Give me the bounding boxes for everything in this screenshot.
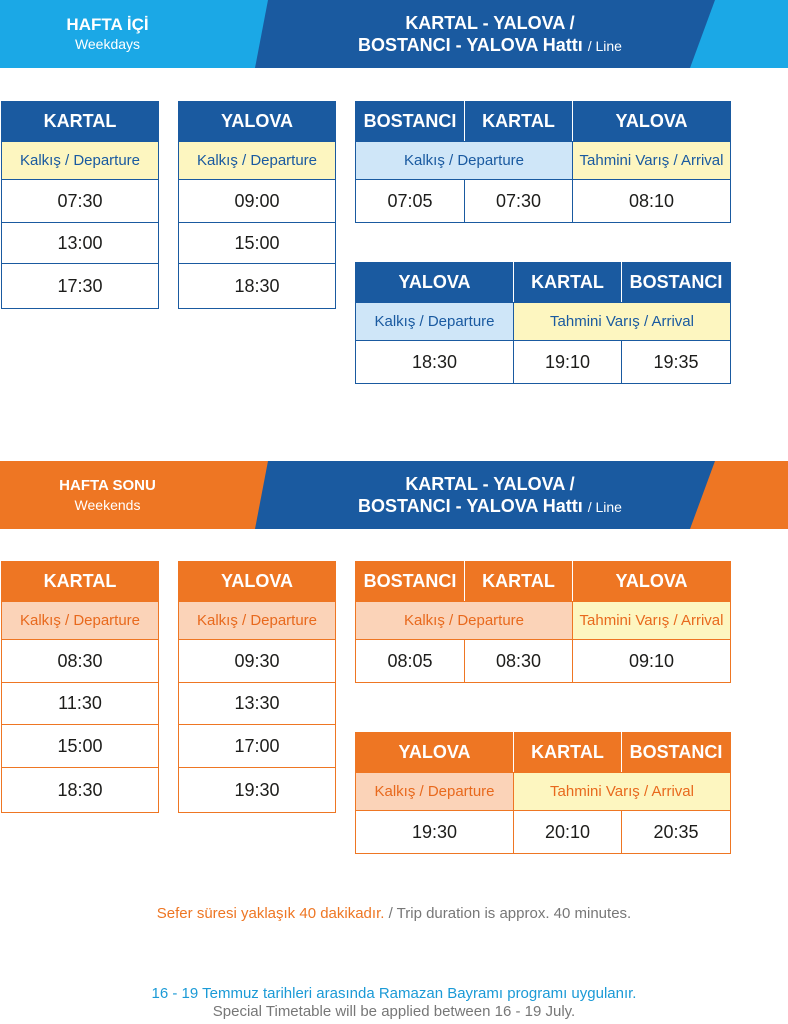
header-kartal: KARTAL <box>514 733 622 773</box>
header-bostanci: BOSTANCI <box>356 562 465 602</box>
time-cell: 09:00 <box>179 180 336 223</box>
route-line-2 <box>290 495 690 518</box>
time-cell: 19:10 <box>514 341 622 384</box>
header-bostanci: BOSTANCI <box>622 263 731 303</box>
weekend-banner <box>0 461 788 529</box>
departure-label: Kalkış / Departure <box>356 142 573 180</box>
weekday-banner <box>0 0 788 68</box>
header-yalova: YALOVA <box>573 562 731 602</box>
weekend-bostanci-kartal-yalova-table <box>355 561 731 683</box>
time-cell: 07:05 <box>356 180 465 223</box>
route-line-1: KARTAL - YALOVA / <box>405 12 575 33</box>
weekday-kartal-table <box>1 101 159 309</box>
weekend-subtitle: Weekends <box>74 497 141 513</box>
route-suffix: / Line <box>587 37 622 54</box>
table-header: KARTAL <box>2 562 159 602</box>
weekday-route-title <box>290 0 690 68</box>
route-line-1: KARTAL - YALOVA / <box>405 473 575 494</box>
time-cell: 18:30 <box>356 341 514 384</box>
route-line-2-text: BOSTANCI - YALOVA Hattı <box>358 34 583 55</box>
time-cell: 08:30 <box>2 640 159 683</box>
departure-label: Kalkış / Departure <box>356 303 514 341</box>
table-header: KARTAL <box>2 102 159 142</box>
time-cell: 08:30 <box>465 640 573 683</box>
time-cell: 09:10 <box>573 640 731 683</box>
route-line-2 <box>290 34 690 57</box>
time-cell: 20:10 <box>514 811 622 854</box>
route-suffix: / Line <box>587 498 622 515</box>
time-cell: 18:30 <box>179 264 336 309</box>
weekday-yalova-kartal-bostanci-table <box>355 262 731 384</box>
arrival-label: Tahmini Varış / Arrival <box>573 602 731 640</box>
departure-label: Kalkış / Departure <box>179 602 336 640</box>
holiday-note-en: Special Timetable will be applied between 16 - 19 July. <box>212 1003 576 1020</box>
header-bostanci: BOSTANCI <box>356 102 465 142</box>
time-cell: 09:30 <box>179 640 336 683</box>
time-cell: 17:00 <box>179 725 336 768</box>
time-cell: 08:10 <box>573 180 731 223</box>
departure-label: Kalkış / Departure <box>356 602 573 640</box>
header-kartal: KARTAL <box>514 263 622 303</box>
time-cell: 19:30 <box>179 768 336 813</box>
time-cell: 11:30 <box>2 683 159 725</box>
route-line-2-text: BOSTANCI - YALOVA Hattı <box>358 495 583 516</box>
time-cell: 13:30 <box>179 683 336 725</box>
duration-en: / Trip duration is approx. 40 minutes. <box>388 905 632 922</box>
header-bostanci: BOSTANCI <box>622 733 731 773</box>
departure-label: Kalkış / Departure <box>179 142 336 180</box>
departure-label: Kalkış / Departure <box>2 142 159 180</box>
time-cell: 15:00 <box>179 223 336 264</box>
time-cell: 13:00 <box>2 223 159 264</box>
arrival-label: Tahmini Varış / Arrival <box>514 773 731 811</box>
time-cell: 07:30 <box>2 180 159 223</box>
weekend-title: HAFTA SONU <box>59 477 156 494</box>
time-cell: 20:35 <box>622 811 731 854</box>
time-cell: 18:30 <box>2 768 159 813</box>
table-header: YALOVA <box>179 562 336 602</box>
header-yalova: YALOVA <box>356 733 514 773</box>
header-kartal: KARTAL <box>465 562 573 602</box>
weekend-kartal-table <box>1 561 159 813</box>
duration-tr: Sefer süresi yaklaşık 40 dakikadır. <box>156 905 385 922</box>
time-cell: 08:05 <box>356 640 465 683</box>
arrival-label: Tahmini Varış / Arrival <box>573 142 731 180</box>
weekday-label <box>0 0 215 68</box>
time-cell: 07:30 <box>465 180 573 223</box>
weekend-route-title <box>290 461 690 529</box>
weekend-yalova-kartal-bostanci-table <box>355 732 731 854</box>
weekend-label <box>0 461 215 529</box>
trip-duration-note <box>0 905 788 922</box>
weekday-subtitle: Weekdays <box>74 36 141 52</box>
weekend-yalova-table <box>178 561 336 813</box>
time-cell: 19:30 <box>356 811 514 854</box>
weekday-title: HAFTA İÇİ <box>66 15 149 34</box>
time-cell: 15:00 <box>2 725 159 768</box>
holiday-note-tr: 16 - 19 Temmuz tarihleri arasında Ramazan Bayramı programı uygulanır. <box>151 985 637 1002</box>
time-cell: 17:30 <box>2 264 159 309</box>
departure-label: Kalkış / Departure <box>356 773 514 811</box>
arrival-label: Tahmini Varış / Arrival <box>514 303 731 341</box>
departure-label: Kalkış / Departure <box>2 602 159 640</box>
time-cell: 19:35 <box>622 341 731 384</box>
table-header: YALOVA <box>179 102 336 142</box>
weekday-yalova-table <box>178 101 336 309</box>
header-yalova: YALOVA <box>356 263 514 303</box>
weekday-bostanci-kartal-yalova-table <box>355 101 731 223</box>
header-yalova: YALOVA <box>573 102 731 142</box>
header-kartal: KARTAL <box>465 102 573 142</box>
